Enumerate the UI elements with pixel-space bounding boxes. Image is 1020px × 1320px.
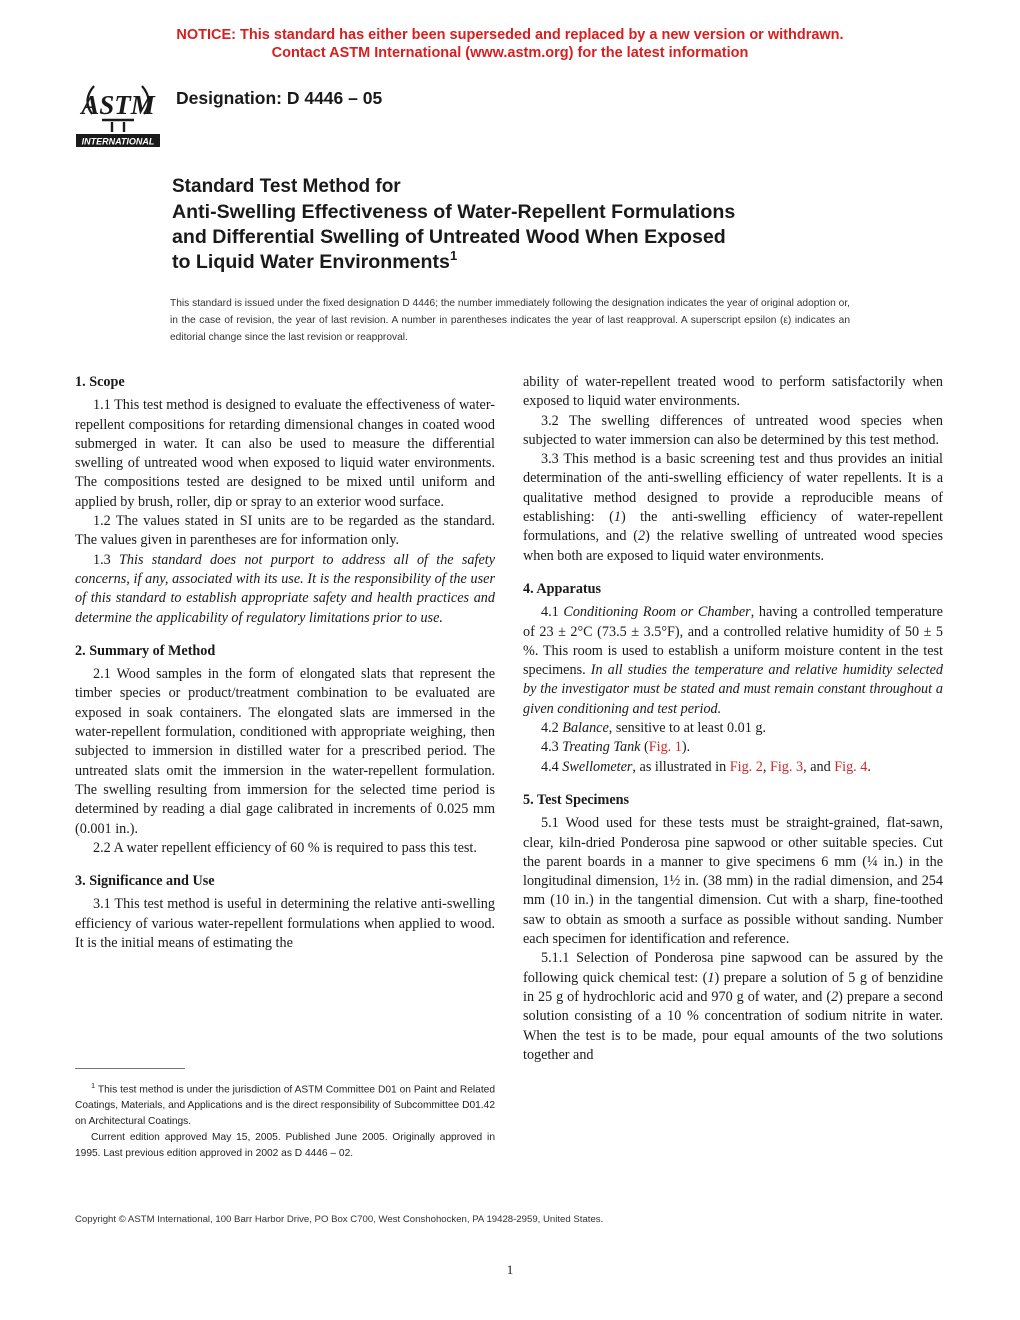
logo-caption: INTERNATIONAL: [81, 136, 155, 147]
paragraph-1-2: 1.2 The values stated in SI units are to be regarded as the standard. The values given in parentheses are for information only.: [75, 513, 495, 549]
right-column: [523, 373, 943, 1065]
astm-logo: [72, 70, 164, 152]
fig-3-link[interactable]: Fig. 3: [769, 758, 804, 775]
superseded-notice: [0, 26, 1020, 62]
paragraph-1-1: 1.1 This test method is designed to evaluate the effectiveness of water-repellent compositions for retarding dimensional changes in coated wood submerged in water. It can also be used to measure the differential swelling of untreated wood when exposed to liquid water environments. The compositions tested are designed to be mixed until uniform and applied by brush, roller, dip or spray to an exterior wood surface.: [75, 397, 495, 510]
title-line-4: to Liquid Water Environments: [172, 251, 450, 273]
paragraph-3-1: 3.1 This test method is useful in determining the relative anti-swelling efficiency of various water-repellent formulations when applied to wood. It is the initial means of estimating the: [75, 896, 495, 952]
notice-line-1: NOTICE: This standard has either been superseded and replaced by a new version or withdrawn.: [176, 27, 844, 43]
paragraph-3-2: 3.2 The swelling differences of untreated wood species when subjected to water immersion can also be determined by this test method.: [523, 412, 943, 448]
logo-letters: ASTM: [81, 90, 155, 120]
paragraph-4-3: 4.3 Treating Tank (Fig. 1).: [541, 739, 691, 756]
paragraph-5-1: 5.1 Wood used for these tests must be straight-grained, flat-sawn, clear, kiln-dried Ponderosa pine sapwood or other suitable species. Cut the parent boards in a manner to give specimens 6 mm (¼ in.) in the longitudinal dimension, 1½ in. (38 mm) in the radial dimension, and 254 mm (10 in.) in the tangential dimension. Cut with a sharp, fine-toothed saw to obtain as smooth a surface as possible without sanding. Number each specimen for identification and reference.: [523, 815, 943, 948]
paragraph-2-2: 2.2 A water repellent efficiency of 60 % is required to pass this test.: [93, 839, 477, 856]
title-line-2: Anti-Swelling Effectiveness of Water-Repellent Formulations: [172, 201, 736, 223]
paragraph-4-2: 4.2 Balance, sensitive to at least 0.01 g.: [541, 720, 766, 737]
footnote-2: Current edition approved May 15, 2005. Published June 2005. Originally approved in 1995. Last previous edition approved in 2002 as D 4446 – 02.: [75, 1132, 495, 1160]
copyright-line: Copyright © ASTM International, 100 Barr Harbor Drive, PO Box C700, West Conshohocken, PA 19428-2959, United States.: [75, 1214, 604, 1225]
paragraph-1-3: 1.3 This standard does not purport to address all of the safety concerns, if any, associated with its use. It is the responsibility of the user of this standard to establish appropriate safety and health practices and determine the applicability of regulatory limitations prior to use.: [75, 551, 495, 626]
designation: Designation: D 4446 – 05: [176, 88, 383, 108]
paragraph-2-1: 2.1 Wood samples in the form of elongated slats that represent the timber species or product/treatment combination to be evaluated are exposed in soak containers. The elongated slats are immersed in the water-repellent formulation, conditioned with appropriate weighing, then subjected to immersion in distilled water for a prescribed period. The untreated slats omit the immersion in the water-repellent formulation. The swelling resulting from immersion for the selected time period is determined by reading a dial gage calibrated in increments of 0.025 mm (0.001 in.).: [75, 666, 495, 837]
footnote-1: $^1$ This test method is under the jurisdiction of ASTM Committee D01 on Paint and Related Coatings, Materials, and Applications and is the direct responsibility of Subcommittee D01.42 on Architectural Coatings.: [75, 1081, 496, 1128]
paragraph-3-1-continued: ability of water-repellent treated wood to perform satisfactorily when exposed to liquid water environments.: [523, 374, 943, 410]
paragraph-3-3: 3.3 This method is a basic screening test and thus provides an initial determination of the anti-swelling efficiency of water repellents. It is a qualitative method designed to provide a reproducible means of establishing: (1) the anti-swelling efficiency of water-repellent formulations, and (2) the relative swelling of untreated wood species when both are exposed to liquid water environments.: [523, 451, 943, 564]
fig-1-link[interactable]: Fig. 1: [648, 739, 682, 756]
page-number: 1: [506, 1262, 514, 1277]
paragraph-4-1: 4.1 Conditioning Room or Chamber, having a controlled temperature of 23 ± 2°C (73.5 ± 3.5°F), and a controlled relative humidity of 50 ± 5 %. This room is used to establish a uniform moisture content in the test specimens. In all studies the temperature and relative humidity selected by the investigator must be stated and must remain constant throughout a given conditioning and test period.: [523, 604, 943, 717]
title-footnote-mark: 1: [449, 248, 458, 263]
paragraph-5-1-1: 5.1.1 Selection of Ponderosa pine sapwood can be assured by the following quick chemical test: (1) prepare a solution of 5 g of benzidine in 25 g of hydrochloric acid and 970 g of water, and (2) prepare a second solution consisting of a 10 % concentration of sodium nitrite in water. When the test is to be made, pour equal amounts of the two solutions together and: [523, 950, 943, 1063]
footnotes: [75, 1078, 495, 1162]
notice-line-2: Contact ASTM International (www.astm.org) for the latest information: [271, 45, 749, 61]
paragraph-4-4: 4.4 Swellometer, as illustrated in Fig. 2, Fig. 3, and Fig. 4.: [541, 758, 871, 775]
document-title: [172, 174, 872, 275]
section-2-heading: 2. Summary of Method: [75, 642, 216, 659]
title-line-1: Standard Test Method for: [172, 176, 401, 197]
left-column: [75, 373, 495, 953]
section-4-heading: 4. Apparatus: [523, 580, 602, 597]
section-5-heading: 5. Test Specimens: [523, 791, 630, 808]
fig-2-link[interactable]: Fig. 2: [729, 758, 763, 775]
section-1-heading: 1. Scope: [75, 374, 125, 390]
fig-4-link[interactable]: Fig. 4: [834, 758, 868, 775]
section-3-heading: 3. Significance and Use: [75, 873, 215, 890]
issuance-note: This standard is issued under the fixed designation D 4446; the number immediately following the designation indicates the year of original adoption or, in the case of revision, the year of last revision. A number in parentheses indicates the year of last reapproval. A superscript epsilon (ε) indicates an editorial change since the last revision or reapproval.: [170, 298, 850, 343]
footnote-divider: [75, 1068, 185, 1069]
title-line-3: and Differential Swelling of Untreated Wood When Exposed: [172, 226, 726, 248]
